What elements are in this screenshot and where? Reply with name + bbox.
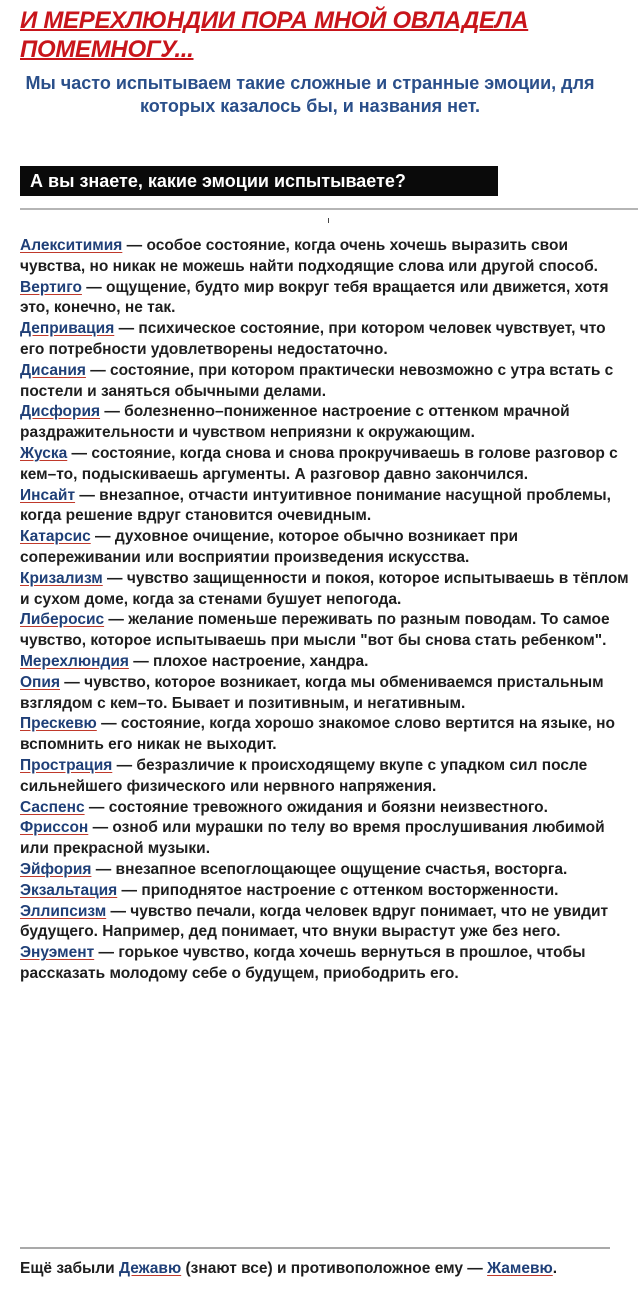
glossary-term[interactable]: Энуэмент	[20, 944, 95, 962]
glossary-entry	[20, 881, 632, 902]
glossary-definition: — состояние тревожного ожидания и боязни неизвестного.	[84, 798, 548, 816]
glossary-term[interactable]: Вертиго	[20, 278, 82, 296]
glossary-definition: — психическое состояние, при котором человек чувствует, что его потребности удовлетворены недостаточно.	[20, 320, 606, 358]
glossary-entry	[20, 402, 632, 444]
footer-term-dejavu[interactable]: Дежавю	[118, 1260, 182, 1277]
glossary-entry	[20, 527, 632, 569]
glossary-term[interactable]: Опия	[20, 673, 60, 691]
glossary-term[interactable]: Прострация	[20, 756, 113, 774]
glossary-entry	[20, 798, 632, 819]
footer-term-jamevu[interactable]: Жамевю	[487, 1260, 553, 1277]
glossary-entry	[20, 818, 632, 860]
page-subtitle: Мы часто испытываем такие сложные и странные эмоции, для которых казалось бы, и названия нет.	[25, 73, 595, 116]
divider-top	[20, 208, 638, 210]
page-title: И МЕРЕХЛЮНДИИ ПОРА МНОЙ ОВЛАДЕЛА ПОМЕМНОГУ...	[20, 7, 529, 63]
glossary-entry	[20, 444, 632, 486]
glossary-term[interactable]: Прескевю	[20, 715, 97, 733]
glossary-definition: — безразличие к происходящему вкупе с упадком сил после сильнейшего физического или нервного напряжения.	[20, 756, 588, 795]
glossary-entry	[20, 361, 632, 403]
glossary-definition: — горькое чувство, когда хочешь вернуться в прошлое, чтобы рассказать молодому себе о будущем, приободрить его.	[20, 944, 586, 982]
glossary-definition: — желание поменьше переживать по разным поводам. То самое чувство, которое испытываешь при мысли "вот бы снова стать ребенком".	[20, 611, 610, 650]
glossary-term[interactable]: Эйфория	[20, 860, 92, 878]
glossary-definition: — ощущение, будто мир вокруг тебя вращается или движется, хотя это, конечно, не так.	[20, 278, 609, 317]
footer-middle: (знают все) и противоположное ему —	[181, 1260, 488, 1277]
emotion-glossary-list	[20, 236, 632, 985]
glossary-definition: — состояние, когда хорошо знакомое слово вертится на языке, но вспомнить его никак не выходит.	[20, 715, 615, 754]
glossary-term[interactable]: Депривация	[20, 320, 115, 338]
glossary-definition: — плохое настроение, хандра.	[128, 652, 369, 670]
glossary-definition: — приподнятое настроение с оттенком восторженности.	[117, 881, 559, 899]
glossary-term[interactable]: Экзальтация	[20, 881, 118, 899]
glossary-definition: — внезапное всепоглощающее ощущение счастья, восторга.	[91, 860, 568, 878]
glossary-definition: — чувство защищенности и покоя, которое испытываешь в тёплом и сухом доме, когда за стенами бушует непогода.	[20, 569, 629, 608]
glossary-definition: — внезапное, отчасти интуитивное понимание насущной проблемы, когда решение вдруг становится очевидным.	[20, 486, 611, 525]
footer-suffix: .	[552, 1260, 558, 1277]
glossary-term[interactable]: Жуска	[20, 444, 68, 462]
glossary-entry	[20, 860, 632, 881]
glossary-entry	[20, 902, 632, 944]
footer-note	[20, 1258, 580, 1279]
glossary-term[interactable]: Мерехлюндия	[20, 652, 129, 670]
glossary-entry	[20, 673, 632, 715]
glossary-entry	[20, 756, 632, 798]
glossary-term[interactable]: Либеросис	[20, 611, 105, 629]
divider-bottom	[20, 1247, 610, 1249]
glossary-definition: — состояние, когда снова и снова прокручиваешь в голове разговор с кем–то, подыскиваешь аргументы. А разговор давно закончился.	[20, 444, 618, 483]
glossary-entry	[20, 652, 632, 673]
glossary-term[interactable]: Кризализм	[20, 569, 103, 587]
glossary-definition: — чувство печали, когда человек вдруг понимает, что не увидит будущего. Например, дед понимает, что внуки вырастут уже без него.	[20, 902, 609, 941]
glossary-definition: — болезненно–пониженное настроение с оттенком мрачной раздражительности и чувством неприязни к окружающим.	[20, 403, 570, 442]
glossary-entry	[20, 610, 632, 652]
glossary-term[interactable]: Инсайт	[20, 486, 76, 504]
glossary-entry	[20, 236, 632, 278]
glossary-term[interactable]: Катарсис	[20, 528, 91, 546]
glossary-definition: — озноб или мурашки по телу во время прослушивания любимой или прекрасной музыки.	[20, 819, 605, 858]
glossary-entry	[20, 278, 632, 320]
glossary-entry	[20, 943, 632, 985]
glossary-term[interactable]: Эллипсизм	[20, 902, 107, 920]
glossary-definition: — особое состояние, когда очень хочешь выразить свои чувства, но никак не можешь найти подходящие слова или другой способ.	[20, 237, 598, 275]
glossary-term[interactable]: Дисфория	[20, 403, 101, 421]
glossary-term[interactable]: Алекситимия	[20, 237, 123, 254]
glossary-entry	[20, 714, 632, 756]
glossary-term[interactable]: Саспенс	[20, 798, 85, 816]
glossary-definition: — духовное очищение, которое обычно возникает при сопереживании или восприятии произведения искусства.	[20, 528, 519, 566]
glossary-term[interactable]: Фриссон	[20, 819, 89, 837]
glossary-entry	[20, 319, 632, 361]
glossary-entry	[20, 486, 632, 528]
footer-prefix: Ещё забыли	[20, 1260, 119, 1277]
question-banner: А вы знаете, какие эмоции испытываете?	[20, 166, 498, 196]
glossary-definition: — состояние, при котором практически невозможно с утра встать с постели и заняться обычными делами.	[20, 361, 614, 400]
divider-tick	[328, 218, 329, 223]
glossary-entry	[20, 569, 632, 611]
glossary-definition: — чувство, которое возникает, когда мы обмениваемся пристальным взглядом с кем–то. Бывает и позитивным, и негативным.	[20, 673, 604, 712]
glossary-term[interactable]: Дисания	[20, 361, 86, 379]
